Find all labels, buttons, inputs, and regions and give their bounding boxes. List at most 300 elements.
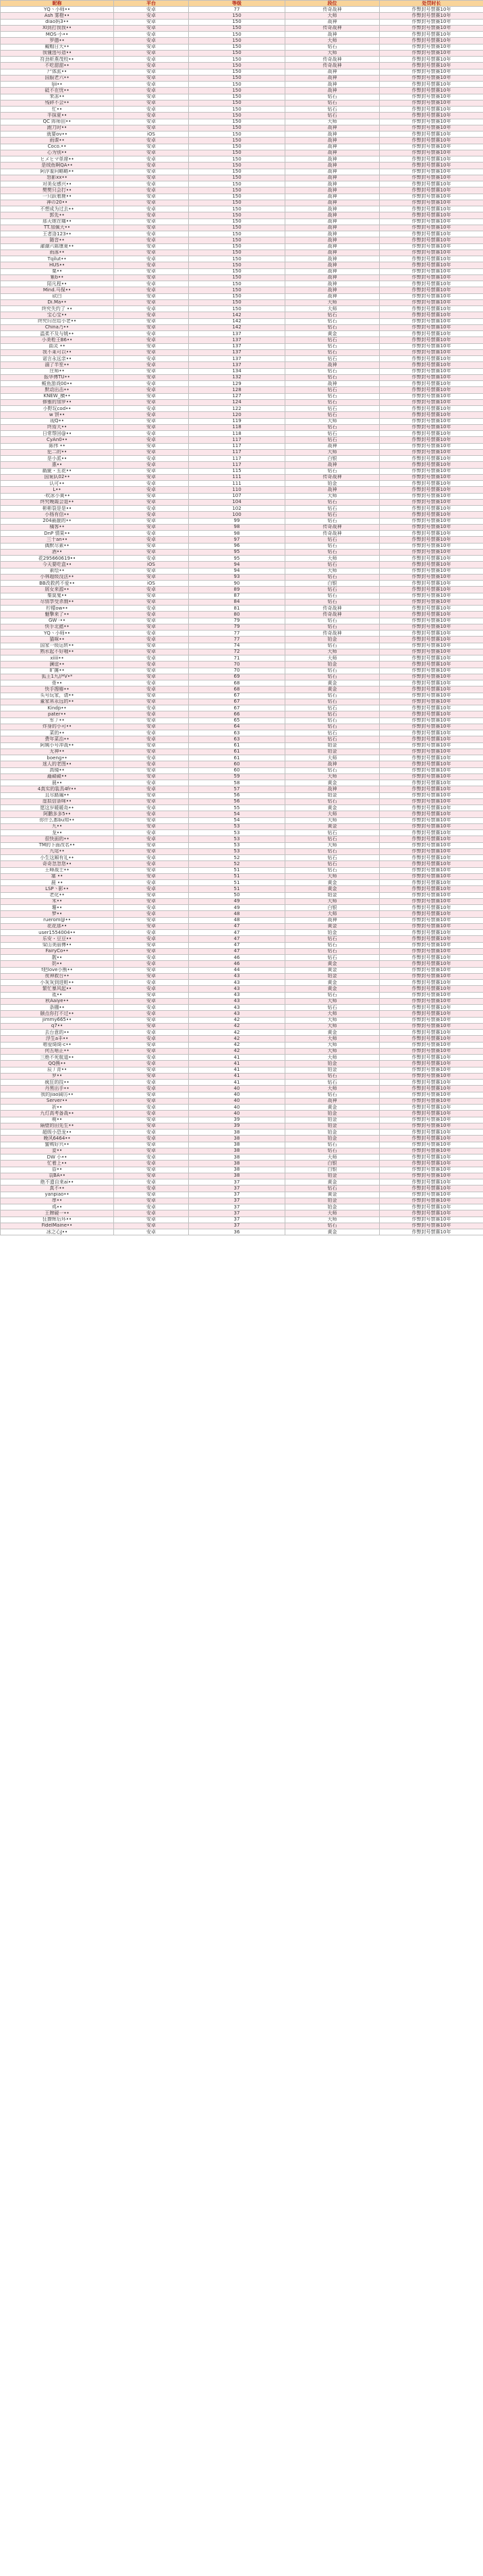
level-cell: 41 xyxy=(189,1067,285,1073)
platform-cell: 安卓 xyxy=(114,637,189,643)
rank-cell: 战神 xyxy=(285,200,380,206)
platform-cell: 安卓 xyxy=(114,655,189,662)
level-cell: 128 xyxy=(189,387,285,393)
table-row xyxy=(1,1148,483,1154)
penalty-cell: 作弊封号禁赛10年 xyxy=(380,212,483,218)
penalty-cell: 作弊封号禁赛10年 xyxy=(380,262,483,268)
table-row xyxy=(1,19,483,25)
platform-cell: 安卓 xyxy=(114,973,189,979)
rank-cell: 铂金 xyxy=(285,1061,380,1067)
platform-cell: 安卓 xyxy=(114,418,189,424)
rank-cell: 黄金 xyxy=(285,686,380,693)
nickname-cell: 我懂违号造•• xyxy=(1,50,114,56)
platform-cell: 安卓 xyxy=(114,911,189,917)
rank-cell: 战神 xyxy=(285,194,380,200)
nickname-cell: user1554004•• xyxy=(1,930,114,936)
rank-cell: 大师 xyxy=(285,898,380,904)
platform-cell: 安卓 xyxy=(114,268,189,274)
penalty-cell: 作弊封号禁赛10年 xyxy=(380,468,483,474)
table-row xyxy=(1,761,483,767)
nickname-cell: Mind.马保•• xyxy=(1,287,114,293)
penalty-cell: 作弊封号禁赛10年 xyxy=(380,587,483,593)
penalty-cell: 作弊封号禁赛10年 xyxy=(380,274,483,281)
table-row xyxy=(1,1130,483,1136)
nickname-cell: 雨涿•• xyxy=(1,250,114,256)
nickname-cell: DW 小•• xyxy=(1,1154,114,1161)
penalty-cell: 作弊封号禁赛10年 xyxy=(380,1023,483,1029)
rank-cell: 钻石 xyxy=(285,936,380,942)
level-cell: 96 xyxy=(189,543,285,549)
rank-cell: 钻石 xyxy=(285,393,380,399)
penalty-cell: 作弊封号禁赛10年 xyxy=(380,393,483,399)
table-row xyxy=(1,792,483,798)
penalty-cell: 作弊封号禁赛10年 xyxy=(380,643,483,649)
rank-cell: 传奇战神 xyxy=(285,612,380,618)
level-cell: 37 xyxy=(189,1204,285,1210)
header-row xyxy=(1,1,483,7)
table-row xyxy=(1,187,483,194)
nickname-cell: 小杨有信•• xyxy=(1,512,114,518)
rank-cell: 铂金 xyxy=(285,1136,380,1142)
platform-cell: 安卓 xyxy=(114,57,189,63)
table-row xyxy=(1,75,483,81)
penalty-cell: 作弊封号禁赛10年 xyxy=(380,686,483,693)
penalty-cell: 作弊封号禁赛10年 xyxy=(380,200,483,206)
platform-cell: 安卓 xyxy=(114,1136,189,1142)
platform-cell: 安卓 xyxy=(114,543,189,549)
nickname-cell: 花花那•• xyxy=(1,923,114,929)
table-row xyxy=(1,406,483,412)
platform-cell: 安卓 xyxy=(114,955,189,961)
level-cell: 41 xyxy=(189,1055,285,1061)
platform-cell: 安卓 xyxy=(114,923,189,929)
nickname-cell: 迷人的老图•• xyxy=(1,761,114,767)
penalty-cell: 作弊封号禁赛10年 xyxy=(380,1036,483,1042)
table-row xyxy=(1,262,483,268)
nickname-cell: 鸡•• xyxy=(1,1204,114,1210)
nickname-cell: q7•• xyxy=(1,1023,114,1029)
penalty-cell: 作弊封号禁赛10年 xyxy=(380,462,483,468)
penalty-cell: 作弊封号禁赛10年 xyxy=(380,830,483,836)
level-cell: 67 xyxy=(189,699,285,705)
platform-cell: 安卓 xyxy=(114,699,189,705)
level-cell: 77 xyxy=(189,637,285,643)
nickname-cell: 阿鹏多多5•• xyxy=(1,811,114,817)
level-cell: 95 xyxy=(189,549,285,555)
rank-cell: 钻石 xyxy=(285,724,380,730)
level-cell: 150 xyxy=(189,299,285,305)
rank-cell: 钻石 xyxy=(285,431,380,437)
rank-cell: 钻石 xyxy=(285,718,380,724)
rank-cell: 钻石 xyxy=(285,593,380,599)
nickname-cell: 奶•• xyxy=(1,961,114,967)
nickname-cell: 温柔不及与姚•• xyxy=(1,331,114,337)
platform-cell: 安卓 xyxy=(114,1223,189,1229)
level-cell: 40 xyxy=(189,1098,285,1104)
nickname-cell: 紫b•• xyxy=(1,274,114,281)
platform-cell: 安卓 xyxy=(114,306,189,312)
rank-cell: 钻石 xyxy=(285,830,380,836)
penalty-cell: 作弊封号禁赛10年 xyxy=(380,512,483,518)
platform-cell: 安卓 xyxy=(114,1130,189,1136)
table-row xyxy=(1,412,483,418)
level-cell: 95 xyxy=(189,556,285,562)
level-cell: 137 xyxy=(189,331,285,337)
level-cell: 100 xyxy=(189,512,285,518)
level-cell: 38 xyxy=(189,1173,285,1179)
column-header-platform: 平台 xyxy=(114,1,189,7)
nickname-cell: 终究晚霞会退•• xyxy=(1,499,114,505)
nickname-cell: 现Q•• xyxy=(1,418,114,424)
table-row xyxy=(1,574,483,580)
nickname-cell: 溺了半笙•• xyxy=(1,362,114,368)
level-cell: 137 xyxy=(189,356,285,362)
platform-cell: 安卓 xyxy=(114,892,189,898)
platform-cell: 安卓 xyxy=(114,474,189,480)
rank-cell: 钻石 xyxy=(285,699,380,705)
rank-cell: 钻石 xyxy=(285,44,380,50)
table-row xyxy=(1,399,483,405)
penalty-cell: 作弊封号禁赛10年 xyxy=(380,1055,483,1061)
level-cell: 129 xyxy=(189,381,285,387)
table-row xyxy=(1,1173,483,1179)
level-cell: 51 xyxy=(189,867,285,873)
platform-cell: 安卓 xyxy=(114,231,189,237)
rank-cell: 钻石 xyxy=(285,312,380,318)
nickname-cell: TT.加佩大•• xyxy=(1,225,114,231)
rank-cell: 战神 xyxy=(285,761,380,767)
rank-cell: 铂金 xyxy=(285,1067,380,1073)
nickname-cell: 夜神救台•• xyxy=(1,973,114,979)
rank-cell: 大师 xyxy=(285,50,380,56)
table-row xyxy=(1,518,483,524)
rank-cell: 铂金 xyxy=(285,930,380,936)
nickname-cell: 梦•• xyxy=(1,911,114,917)
table-row xyxy=(1,32,483,38)
penalty-cell: 作弊封号禁赛10年 xyxy=(380,848,483,854)
rank-cell: 大师 xyxy=(285,911,380,917)
rank-cell: 大师 xyxy=(285,299,380,305)
platform-cell: 安卓 xyxy=(114,755,189,761)
platform-cell: 安卓 xyxy=(114,624,189,630)
nickname-cell: 对美女感兴•• xyxy=(1,181,114,187)
platform-cell: 安卓 xyxy=(114,961,189,967)
penalty-cell: 作弊封号禁赛10年 xyxy=(380,655,483,662)
level-cell: 150 xyxy=(189,156,285,163)
platform-cell: 安卓 xyxy=(114,1017,189,1023)
table-row xyxy=(1,730,483,736)
nickname-cell: 陈伟 •• xyxy=(1,443,114,449)
platform-cell: 安卓 xyxy=(114,1185,189,1192)
level-cell: 70 xyxy=(189,662,285,668)
table-row xyxy=(1,181,483,187)
table-row xyxy=(1,711,483,718)
penalty-cell: 作弊封号禁赛10年 xyxy=(380,187,483,194)
table-row xyxy=(1,905,483,911)
platform-cell: 安卓 xyxy=(114,917,189,923)
level-cell: 150 xyxy=(189,19,285,25)
rank-cell: 传奇战神 xyxy=(285,7,380,13)
platform-cell: 安卓 xyxy=(114,7,189,13)
table-row xyxy=(1,1036,483,1042)
rank-cell: 大师 xyxy=(285,38,380,44)
nickname-cell: diao妈3•• xyxy=(1,19,114,25)
penalty-cell: 作弊封号禁赛10年 xyxy=(380,32,483,38)
nickname-cell: 米•• xyxy=(1,898,114,904)
penalty-cell: 作弊封号禁赛10年 xyxy=(380,449,483,455)
rank-cell: 大师 xyxy=(285,568,380,574)
table-row xyxy=(1,1067,483,1073)
table-row xyxy=(1,830,483,836)
level-cell: 150 xyxy=(189,138,285,144)
rank-cell: 黄金 xyxy=(285,331,380,337)
platform-cell: 安卓 xyxy=(114,1073,189,1079)
level-cell: 150 xyxy=(189,293,285,299)
nickname-cell: 忙着上•• xyxy=(1,1161,114,1167)
nickname-cell: 虚拟信条咪•• xyxy=(1,798,114,804)
table-row xyxy=(1,268,483,274)
table-row xyxy=(1,231,483,237)
penalty-cell: 作弊封号禁赛10年 xyxy=(380,911,483,917)
rank-cell: 黄金 xyxy=(285,780,380,786)
penalty-cell: 作弊封号禁赛10年 xyxy=(380,231,483,237)
nickname-cell: 冰之心J•• xyxy=(1,1229,114,1235)
penalty-cell: 作弊封号禁赛10年 xyxy=(380,562,483,568)
table-row xyxy=(1,693,483,699)
nickname-cell: 204最靓的•• xyxy=(1,518,114,524)
nickname-cell: 丹黑出手•• xyxy=(1,1086,114,1092)
rank-cell: 大师 xyxy=(285,556,380,562)
rank-cell: 战神 xyxy=(285,786,380,792)
nickname-cell: 王牌硬一•• xyxy=(1,1210,114,1217)
nickname-cell: 熟水起不好哦•• xyxy=(1,649,114,655)
table-row xyxy=(1,1179,483,1185)
level-cell: 61 xyxy=(189,755,285,761)
nickname-cell: 秦莫鬼•• xyxy=(1,593,114,599)
penalty-cell: 作弊封号禁赛10年 xyxy=(380,387,483,393)
level-cell: 48 xyxy=(189,917,285,923)
platform-cell: 安卓 xyxy=(114,823,189,829)
table-row xyxy=(1,293,483,299)
rank-cell: 传奇战神 xyxy=(285,63,380,69)
platform-cell: 安卓 xyxy=(114,200,189,206)
nickname-cell: 阿浮羞问略略•• xyxy=(1,169,114,175)
penalty-cell: 作弊封号禁赛10年 xyxy=(380,412,483,418)
penalty-cell: 作弊封号禁赛10年 xyxy=(380,531,483,537)
penalty-cell: 作弊封号禁赛10年 xyxy=(380,842,483,848)
table-row xyxy=(1,1198,483,1204)
level-cell: 150 xyxy=(189,32,285,38)
platform-cell: 安卓 xyxy=(114,75,189,81)
nickname-cell: 怒影xx•• xyxy=(1,175,114,181)
table-row xyxy=(1,880,483,886)
level-cell: 150 xyxy=(189,44,285,50)
rank-cell: 战神 xyxy=(285,212,380,218)
level-cell: 37 xyxy=(189,1223,285,1229)
rank-cell: 战神 xyxy=(285,75,380,81)
platform-cell: 安卓 xyxy=(114,274,189,281)
platform-cell: 安卓 xyxy=(114,13,189,19)
nickname-cell: yanpiao•• xyxy=(1,1192,114,1198)
platform-cell: 安卓 xyxy=(114,38,189,44)
platform-cell: 安卓 xyxy=(114,549,189,555)
penalty-cell: 作弊封号禁赛10年 xyxy=(380,19,483,25)
nickname-cell: 很快面的•• xyxy=(1,836,114,842)
platform-cell: 安卓 xyxy=(114,1080,189,1086)
platform-cell: 安卓 xyxy=(114,992,189,998)
nickname-cell: jimmy665•• xyxy=(1,1017,114,1023)
table-row xyxy=(1,786,483,792)
platform-cell: 安卓 xyxy=(114,443,189,449)
level-cell: 124 xyxy=(189,399,285,405)
platform-cell: 安卓 xyxy=(114,587,189,593)
table-row xyxy=(1,662,483,668)
nickname-cell: 符劲析燕茂校•• xyxy=(1,57,114,63)
nickname-cell: CyAn0•• xyxy=(1,437,114,443)
nickname-cell: 猫咪•• xyxy=(1,637,114,643)
table-row xyxy=(1,624,483,630)
table-row xyxy=(1,742,483,749)
nickname-cell: QQ熊•• xyxy=(1,1061,114,1067)
table-row xyxy=(1,1011,483,1017)
nickname-cell: 不想成为过去•• xyxy=(1,206,114,212)
level-cell: 55 xyxy=(189,805,285,811)
platform-cell: 安卓 xyxy=(114,1086,189,1092)
platform-cell: 安卓 xyxy=(114,680,189,686)
platform-cell: 安卓 xyxy=(114,206,189,212)
penalty-cell: 作弊封号禁赛10年 xyxy=(380,113,483,119)
rank-cell: 战神 xyxy=(285,19,380,25)
platform-cell: 安卓 xyxy=(114,724,189,730)
penalty-cell: 作弊封号禁赛10年 xyxy=(380,798,483,804)
platform-cell: 安卓 xyxy=(114,1042,189,1048)
penalty-cell: 作弊封号禁赛10年 xyxy=(380,100,483,106)
platform-cell: 安卓 xyxy=(114,1030,189,1036)
level-cell: 142 xyxy=(189,312,285,318)
level-cell: 38 xyxy=(189,1161,285,1167)
level-cell: 37 xyxy=(189,1198,285,1204)
nickname-cell: Di.Ma•• xyxy=(1,299,114,305)
table-row xyxy=(1,930,483,936)
penalty-cell: 作弊封号禁赛10年 xyxy=(380,942,483,948)
penalty-cell: 作弊封号禁赛10年 xyxy=(380,256,483,262)
rank-cell: 传奇战神 xyxy=(285,25,380,31)
table-row xyxy=(1,487,483,493)
table-row xyxy=(1,1055,483,1061)
level-cell: 97 xyxy=(189,537,285,543)
penalty-cell: 作弊封号禁赛10年 xyxy=(380,206,483,212)
rank-cell: 钻石 xyxy=(285,867,380,873)
nickname-cell: 狂撩辉后坏•• xyxy=(1,1217,114,1223)
rank-cell: 钻石 xyxy=(285,1092,380,1098)
level-cell: 57 xyxy=(189,786,285,792)
nickname-cell: 那天她在痛•• xyxy=(1,218,114,225)
penalty-cell: 作弊封号禁赛10年 xyxy=(380,312,483,318)
table-row xyxy=(1,343,483,349)
nickname-cell: 祗•• xyxy=(1,992,114,998)
level-cell: 89 xyxy=(189,587,285,593)
rank-cell: 大师 xyxy=(285,13,380,19)
level-cell: 54 xyxy=(189,811,285,817)
nickname-cell: 炸身的小可•• xyxy=(1,724,114,730)
penalty-cell: 作弊封号禁赛10年 xyxy=(380,1098,483,1104)
nickname-cell: 澜谊•• xyxy=(1,662,114,668)
penalty-cell: 作弊封号禁赛10年 xyxy=(380,1117,483,1123)
platform-cell: 安卓 xyxy=(114,88,189,94)
table-row xyxy=(1,1136,483,1142)
level-cell: 47 xyxy=(189,930,285,936)
penalty-cell: 作弊封号禁赛10年 xyxy=(380,811,483,817)
level-cell: 49 xyxy=(189,898,285,904)
platform-cell: 安卓 xyxy=(114,393,189,399)
level-cell: 59 xyxy=(189,773,285,780)
table-row xyxy=(1,44,483,50)
level-cell: 137 xyxy=(189,337,285,343)
level-cell: 51 xyxy=(189,880,285,886)
penalty-cell: 作弊封号禁赛10年 xyxy=(380,649,483,655)
table-row xyxy=(1,936,483,942)
nickname-cell: 犯二的•• xyxy=(1,449,114,455)
platform-cell: 安卓 xyxy=(114,936,189,942)
rank-cell: 黄金 xyxy=(285,886,380,892)
penalty-cell: 作弊封号禁赛10年 xyxy=(380,94,483,100)
table-row xyxy=(1,1048,483,1054)
rank-cell: 钻石 xyxy=(285,374,380,380)
rank-cell: 钻石 xyxy=(285,1185,380,1192)
table-row xyxy=(1,169,483,175)
level-cell: 90 xyxy=(189,581,285,587)
rank-cell: 大师 xyxy=(285,493,380,499)
rank-cell: 铂金 xyxy=(285,1198,380,1204)
nickname-cell: 雨课•• xyxy=(1,138,114,144)
level-cell: 150 xyxy=(189,243,285,250)
nickname-cell: 终究失约了 •• xyxy=(1,306,114,312)
rank-cell: 黄金 xyxy=(285,961,380,967)
table-row xyxy=(1,855,483,861)
rank-cell: 黄金 xyxy=(285,1229,380,1235)
nickname-cell: 忙•• xyxy=(1,107,114,113)
level-cell: 36 xyxy=(189,1229,285,1235)
penalty-cell: 作弊封号禁赛10年 xyxy=(380,992,483,998)
level-cell: 48 xyxy=(189,911,285,917)
penalty-cell: 作弊封号禁赛10年 xyxy=(380,1005,483,1011)
platform-cell: 安卓 xyxy=(114,318,189,324)
platform-cell: 安卓 xyxy=(114,387,189,393)
penalty-cell: 作弊封号禁赛10年 xyxy=(380,318,483,324)
nickname-cell: 阿姨小号冲战•• xyxy=(1,742,114,749)
level-cell: 49 xyxy=(189,905,285,911)
table-row xyxy=(1,980,483,986)
penalty-cell: 作弊封号禁赛10年 xyxy=(380,107,483,113)
nickname-cell: 矗赣赣•• xyxy=(1,773,114,780)
table-row xyxy=(1,119,483,125)
platform-cell: 安卓 xyxy=(114,606,189,612)
rank-cell: 钻石 xyxy=(285,499,380,505)
table-row xyxy=(1,718,483,724)
nickname-cell: 颐点你打不过•• xyxy=(1,1011,114,1017)
rank-cell: 传奇战神 xyxy=(285,606,380,612)
level-cell: 43 xyxy=(189,998,285,1004)
penalty-cell: 作弊封号禁赛10年 xyxy=(380,356,483,362)
platform-cell: 安卓 xyxy=(114,873,189,879)
level-cell: 142 xyxy=(189,318,285,324)
penalty-cell: 作弊封号禁赛10年 xyxy=(380,349,483,355)
ban-list-body xyxy=(1,7,483,1235)
rank-cell: 战神 xyxy=(285,381,380,387)
platform-cell: 安卓 xyxy=(114,705,189,711)
rank-cell: 钻石 xyxy=(285,711,380,718)
penalty-cell: 作弊封号禁赛10年 xyxy=(380,755,483,761)
